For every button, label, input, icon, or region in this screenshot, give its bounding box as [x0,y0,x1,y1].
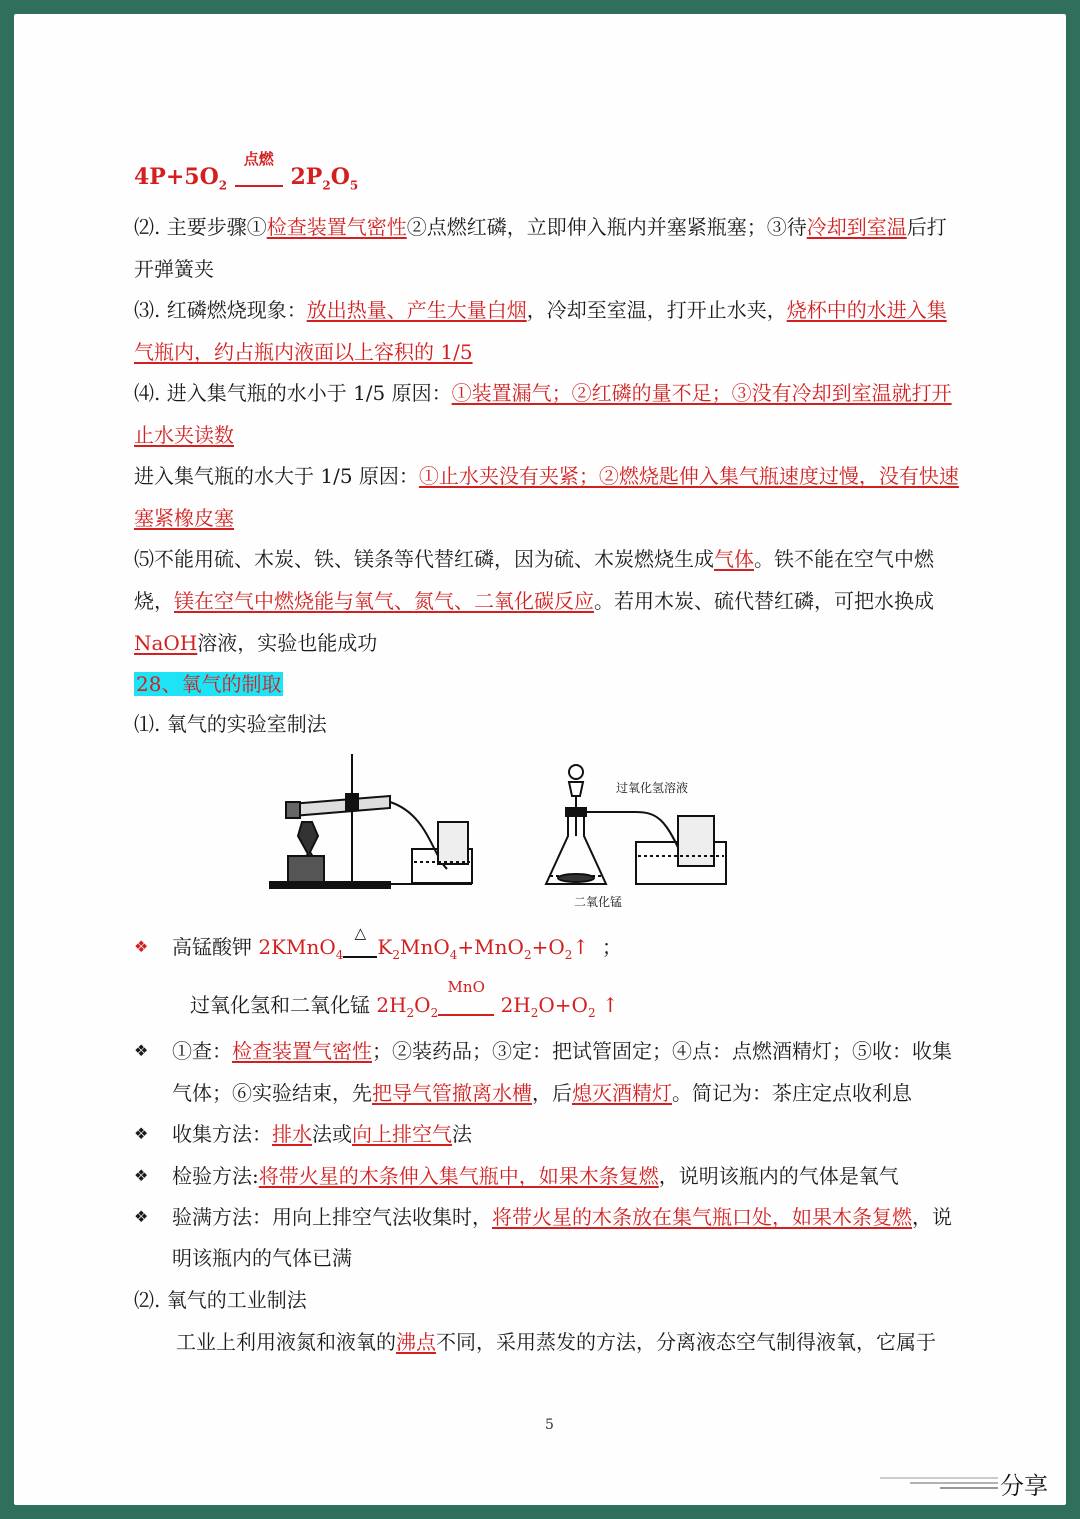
steps-answer1: 检查装置气密性 [232,1039,372,1063]
para3-text1: ⑶. 红磷燃烧现象： [134,298,307,322]
para5-answer1: 气体 [714,547,754,571]
collect-answer2: 向上排空气 [352,1122,452,1146]
section28-sub1-line [134,709,1014,739]
para2-text4: 开弹簧夹 [134,257,214,281]
h2o2-eq-right2-sub: 2 [587,1006,596,1020]
eq-left-sub: 2 [218,178,228,193]
h2o2-text [190,978,619,1028]
kmno4-eq-right-rest: MnO [400,935,450,959]
full-p2: ，说 [912,1205,952,1229]
industrial-answer1: 沸点 [396,1330,436,1354]
para5-text4: 。若用木炭、硫代替红磷，可把水换成 [594,589,934,613]
kmno4-eq-tail2-sub: 2 [564,948,573,962]
collect-answer1: 排水 [272,1122,312,1146]
h2o2-eq-right: 2H [500,993,531,1017]
steps-text1 [172,1036,952,1066]
test-answer1: 将带火星的木条伸入集气瓶中，如果木条复燃 [258,1164,659,1188]
share-decoration [880,1475,1000,1489]
full-p1: 验满方法：用向上排空气法收集时， [172,1205,492,1229]
kmno4-apparatus-figure [262,744,492,904]
para4-line3 [134,461,1014,491]
industrial-p1: 工业上利用液氮和液氧的 [176,1330,396,1354]
steps-p3: 气体；⑥实验结束，先 [172,1081,372,1105]
industrial-heading: ⑵. 氧气的工业制法 [134,1288,307,1312]
para4-text1: ⑷. 进入集气瓶的水小于 1/5 原因： [134,381,452,405]
eq-condition-text: 点燃 [243,150,274,168]
h2o2-eq-right2: O+O [538,993,588,1017]
para4-text2: 进入集气瓶的水大于 1/5 原因： [134,464,419,488]
bullet-kmno4-text [172,924,622,970]
kmno4-arrow: ↑ [572,935,590,959]
h2o2-arrow: ↑ [601,993,619,1017]
kmno4-label: 高锰酸钾 [172,935,259,959]
figure-label-h2o2: 过氧化氢溶液 [616,781,689,795]
section28-heading-line [134,669,1014,699]
para2-answer2: 冷却到室温 [806,215,907,239]
steps-text2 [172,1078,912,1108]
para5-line3 [134,628,1014,658]
h2o2-condition [438,978,494,1020]
eq-right: 2P [290,164,323,190]
kmno4-eq-tail2: +O [531,935,565,959]
steps-p4: ，后 [532,1081,572,1105]
para4-answer1: ①装置漏气；②红磷的量不足；③没有冷却到室温就打开 [451,381,952,405]
figure-label-mno2: 二氧化锰 [574,895,623,909]
steps-answer2: 把导气管撤离水槽 [372,1081,532,1105]
bullet-symbol-4: ❖ [134,1124,149,1143]
para4-answer3: ①止水夹没有夹紧；②燃烧匙伸入集气瓶速度过慢，没有快速 [418,464,959,488]
document-page [14,14,1066,1505]
para3-line2 [134,337,1014,367]
kmno4-eq-tail: +MnO [457,935,524,959]
para4-answer4: 塞紧橡皮塞 [134,506,234,530]
para3-line1 [134,295,1014,325]
para4-line1 [134,378,1014,408]
para5-line2 [134,586,1014,616]
full-text1 [172,1202,952,1232]
page-number: 5 [545,1417,554,1433]
test-p1: 检验方法: [172,1164,259,1188]
para3-answer1: 放出热量、产生大量白烟 [306,298,527,322]
para4-answer2: 止水夹读数 [134,423,234,447]
para5-text5: 溶液，实验也能成功 [197,631,378,655]
para5-text3: 烧， [134,589,174,613]
para2-text2: ②点燃红磷，立即伸入瓶内并塞紧瓶塞；③待 [406,215,807,239]
full-answer1: 将带火星的木条放在集气瓶口处，如果木条复燃 [492,1205,912,1229]
industrial-p2: 不同，采用蒸发的方法，分离液态空气制得液氧，它属于 [436,1330,936,1354]
steps-p2: ；②装药品；③定：把试管固定；④点：点燃酒精灯；⑤收：收集 [372,1039,952,1063]
para5-text1: ⑸不能用硫、木炭、铁、镁条等代替红磷，因为硫、木炭燃烧生成 [134,547,714,571]
full-p3: 明该瓶内的气体已满 [172,1246,352,1270]
para5-line1 [134,544,1014,574]
eq-left: 4P+5O [134,164,219,190]
kmno4-eq-sub: 4 [335,948,344,962]
para5-answer3: NaOH [134,631,198,655]
bullet-symbol-1: ❖ [134,937,149,956]
h2o2-eq-right-sub: 2 [530,1006,539,1020]
steps-p5: 。简记为：茶庄定点收利息 [672,1081,912,1105]
bullet-symbol-5: ❖ [134,1166,149,1185]
collect-p3: 法 [452,1122,472,1146]
collect-p1: 收集方法： [172,1122,272,1146]
eq-right-sub1: 2 [322,178,331,193]
section28-heading: 28、氧气的制取 [136,672,282,696]
industrial-heading-line [134,1285,1014,1315]
steps-p1: ①查： [172,1039,232,1063]
h2o2-apparatus-figure [536,756,736,916]
bullet-symbol-3: ❖ [134,1041,149,1060]
eq-right-mid: O [330,164,350,190]
para2-answer1: 检查装置气密性 [266,215,407,239]
para3-answer3: 气瓶内，约占瓶内液面以上容积的 1/5 [134,340,473,364]
para3-answer2: 烧杯中的水进入集 [786,298,947,322]
para5-text2: 。铁不能在空气中燃 [754,547,934,571]
h2o2-label: 过氧化氢和二氧化锰 [190,993,377,1017]
kmno4-eq-tail-sub: 2 [523,948,532,962]
para5-answer2: 镁在空气中燃烧能与氧气、氮气、二氧化碳反应 [174,589,594,613]
eq-condition [235,150,283,192]
share-button[interactable]: 分享 [1000,1472,1048,1500]
kmno4-condition [343,924,377,962]
para2-line2 [134,254,1014,284]
kmno4-cond-text: △ [354,924,367,942]
para4-line4 [134,503,1014,533]
phosphorus-equation [134,150,1014,200]
para3-text2: ，冷却至室温，打开止水夹， [526,298,787,322]
kmno4-eq-right-sub: 2 [392,948,401,962]
h2o2-eq-left2-sub: 2 [430,1006,439,1020]
h2o2-cond-text: MnO [447,978,485,996]
test-p2: ，说明该瓶内的气体是氧气 [658,1164,899,1188]
kmno4-eq-right-rest-sub: 4 [449,948,458,962]
kmno4-end: ； [601,935,622,959]
kmno4-eq-right: K [377,935,393,959]
h2o2-eq-left-sub: 2 [406,1006,415,1020]
para2-text3: 后打 [906,215,947,239]
industrial-text [176,1327,936,1357]
test-text [172,1161,899,1191]
para2-text1: ⑵. 主要步骤① [134,215,267,239]
h2o2-eq-left2: O [414,993,431,1017]
collect-text [172,1119,472,1149]
collect-p2: 法或 [312,1122,352,1146]
steps-answer3: 熄灭酒精灯 [572,1081,672,1105]
eq-right-sub2: 5 [349,178,359,193]
kmno4-eq-left: 2KMnO [258,935,336,959]
para2-line1 [134,212,1014,242]
para4-line2 [134,420,1014,450]
section28-sub1: ⑴. 氧气的实验室制法 [134,712,327,736]
h2o2-eq-left: 2H [376,993,407,1017]
bullet-symbol-6: ❖ [134,1207,149,1226]
